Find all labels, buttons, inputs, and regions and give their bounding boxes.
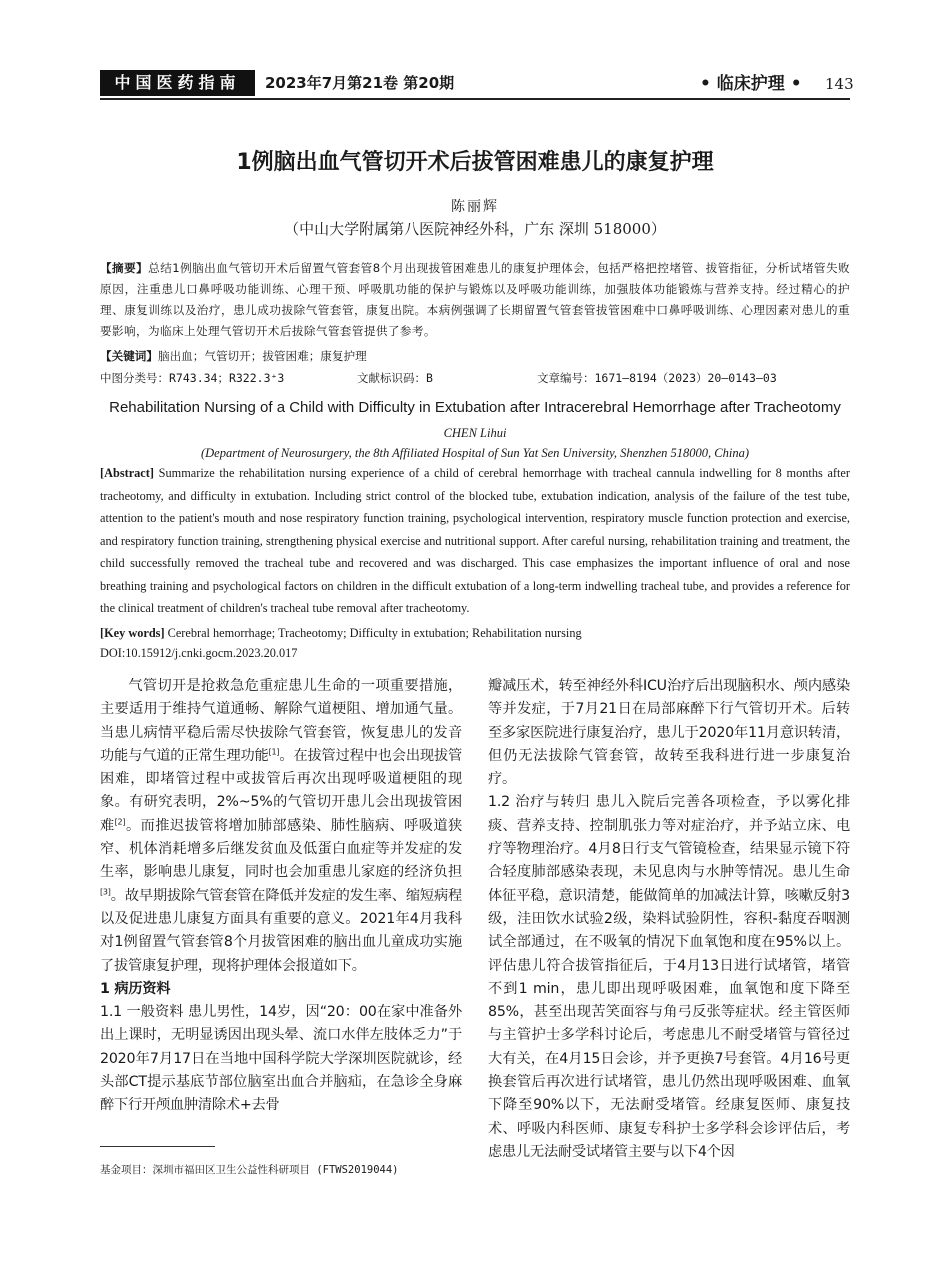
english-author: CHEN Lihui bbox=[443, 426, 507, 440]
abstract-en bbox=[100, 462, 850, 620]
keywords-en-label: [Key words] bbox=[100, 626, 165, 640]
treatment-paragraph: 1.2 治疗与转归 患儿入院后完善各项检查，予以雾化排痰、营养支持、控制肌张力等对症治疗，并予站立床、电疗等物理治疗。4月8日行支气管镜检查，结果显示镜下符合轻度肺部感染表现，未见息肉与水肿等情况。患儿生命体征平稳，意识清楚，能做简单的加减法计算，咳嗽反射3级，洼田饮水试验2级，染料试验阴性，容积-黏度吞咽测试全部通过，在不吸氧的情况下血氧饱和度在95%以上。评估患儿符合拔管指征后，于4月13日进行试堵管，堵管不到1 min，患儿即出现呼吸困难，血氧饱和度下降至85%，甚至出现苦笑面容与角弓反张等症状。经主管医师与主管护士多学科讨论后，考虑患儿不耐受堵管与管径过大有关，在4月15日会诊，并予更换7号套管。4月16号更换套管后再次进行试堵管，患儿仍然出现呼吸困难、血氧下降至90%以下，无法耐受堵管。经康复医师、康复技术、呼吸内科医师、康复专科护士多学科会诊评估后，考虑患儿无法耐受试堵管主要与以下4个因 bbox=[488, 794, 850, 1160]
english-affiliation: (Department of Neurosurgery, the 8th Affiliated Hospital of Sun Yat Sen University, Shenzhen 518000, China) bbox=[200, 446, 749, 460]
funding-footnote: 基金项目：深圳市福田区卫生公益性科研项目 (FTWS2019044) bbox=[100, 1164, 399, 1176]
abstract-cn-label: 【摘要】 bbox=[100, 261, 149, 275]
intro-paragraph: 气管切开是抢救急危重症患儿生命的一项重要措施，主要适用于维持气道通畅、解除气道梗阻、增加通气量。当患儿病情平稳后需尽快拔除气管套管，恢复患儿的发音功能与气道的正常生理功能[1]。在拔管过程中也会出现拔管困难，即堵管过程中或拔管后再次出现呼吸道梗阻的现象。有研究表明，2%~5%的气管切开患儿会出现拔管困难[2]。而推迟拔管将增加肺部感染、肺性脑病、呼吸道狭窄、机体消耗增多后继发贫血及低蛋白血症等并发症的发生率，影响患儿康复，同时也会加重患儿家庭的经济负担[3]。故早期拔除气管套管在降低并发症的发生率、缩短病程以及促进患儿康复方面具有重要的意义。2021年4月我科对1例留置气管套管8个月拔管困难的脑出血儿童成功实施了拔管康复护理，现将护理体会报道如下。 bbox=[100, 678, 462, 974]
abstract-en-label: [Abstract] bbox=[100, 466, 154, 480]
document-code: 文献标识码：B bbox=[357, 371, 433, 385]
article-title: 1例脑出血气管切开术后拔管困难患儿的康复护理 bbox=[236, 150, 714, 175]
abstract-cn bbox=[100, 258, 850, 342]
author: 陈丽辉 bbox=[451, 199, 499, 215]
page-number: 143 bbox=[825, 75, 854, 93]
section-heading: 1 病历资料 bbox=[100, 980, 171, 997]
header-rule bbox=[100, 98, 850, 100]
body-left-column bbox=[100, 675, 462, 1118]
doi: DOI:10.15912/j.cnki.gocm.2023.20.017 bbox=[100, 646, 298, 660]
keywords-cn bbox=[100, 346, 850, 366]
affiliation: （中山大学附属第八医院神经外科，广东 深圳 518000） bbox=[284, 220, 666, 238]
general-info-paragraph: 1.1 一般资料 患儿男性，14岁，因“20：00在家中准备外出上课时，无明显诱因出现头晕、流口水伴左肢体乏力”于2020年7月17日在当地中国科学院大学深圳医院就诊，经头部CT提示基底节部位脑室出血合并脑疝，在急诊全身麻醉下行开颅血肿清除术+去骨 bbox=[100, 1004, 462, 1114]
keywords-en bbox=[100, 623, 850, 643]
keywords-cn-label: 【关键词】 bbox=[100, 349, 158, 363]
section-name: • 临床护理 • bbox=[700, 74, 802, 94]
continued-paragraph: 瓣减压术，转至神经外科ICU治疗后出现脑积水、颅内感染等并发症，于7月21日在局部麻醉下行气管切开术。后转至多家医院进行康复治疗，患儿于2020年11月意识转清，但仍无法拔除气管套管，故转至我科进行进一步康复治疗。 bbox=[488, 678, 850, 788]
footnote-rule bbox=[100, 1146, 215, 1147]
keywords-en-text: Cerebral hemorrhage; Tracheotomy; Difficulty in extubation; Rehabilitation nursing bbox=[167, 626, 582, 640]
article-number: 文章编号：1671—8194（2023）20—0143—03 bbox=[537, 371, 777, 385]
keywords-cn-text: 脑出血；气管切开；拔管困难；康复护理 bbox=[157, 349, 367, 363]
issue-info: 2023年7月第21卷 第20期 bbox=[265, 74, 455, 92]
journal-name: 中国医药指南 bbox=[100, 70, 255, 96]
abstract-cn-text: 总结1例脑出血气管切开术后留置气管套管8个月出现拔管困难患儿的康复护理体会，包括严格把控堵管、拔管指征，分析试堵管失败原因，注重患儿口鼻呼吸功能训练、心理干预、呼吸肌功能的保护与锻炼以及呼吸功能训练，加强肢体功能锻炼与营养支持。经过精心的护理、康复训练以及治疗，患儿成功拔除气管套管，康复出院。本病例强调了长期留置气管套管拔管困难中口鼻呼吸训练、心理因素对患儿的重要影响，为临床上处理气管切开术后拔除气管套管提供了参考。 bbox=[100, 261, 851, 338]
clc-number: 中图分类号：R743.34；R322.3⁺3 bbox=[100, 371, 285, 385]
abstract-en-text: Summarize the rehabilitation nursing experience of a child of cerebral hemorrhage with tracheal cannula indwelling for 8 months after tracheotomy, and difficulty in extubation. Including strict control of the blocked tube, extubation indication, analysis of the failure of the test tube, attention to the patient's mouth and nose respiratory function training, psychological intervention, respiratory muscle function protection and exercise, and respiratory function training, strengthening physical exercise and nutritional support. After careful nursing, rehabilitation training and treatment, the child successfully removed the tracheal tube and recovered and was discharged. This case emphasizes the important influence of oral and nose breathing training and psychological factors on children in the difficult extubation of a long-term indwelling tracheal tube, and provides a reference for the clinical treatment of children's tracheal tube removal after tracheotomy. bbox=[100, 466, 850, 615]
english-title: Rehabilitation Nursing of a Child with Difficulty in Extubation after Intracerebral Hemorrhage after Tracheotomy bbox=[109, 399, 841, 416]
body-right-column bbox=[488, 675, 850, 1164]
